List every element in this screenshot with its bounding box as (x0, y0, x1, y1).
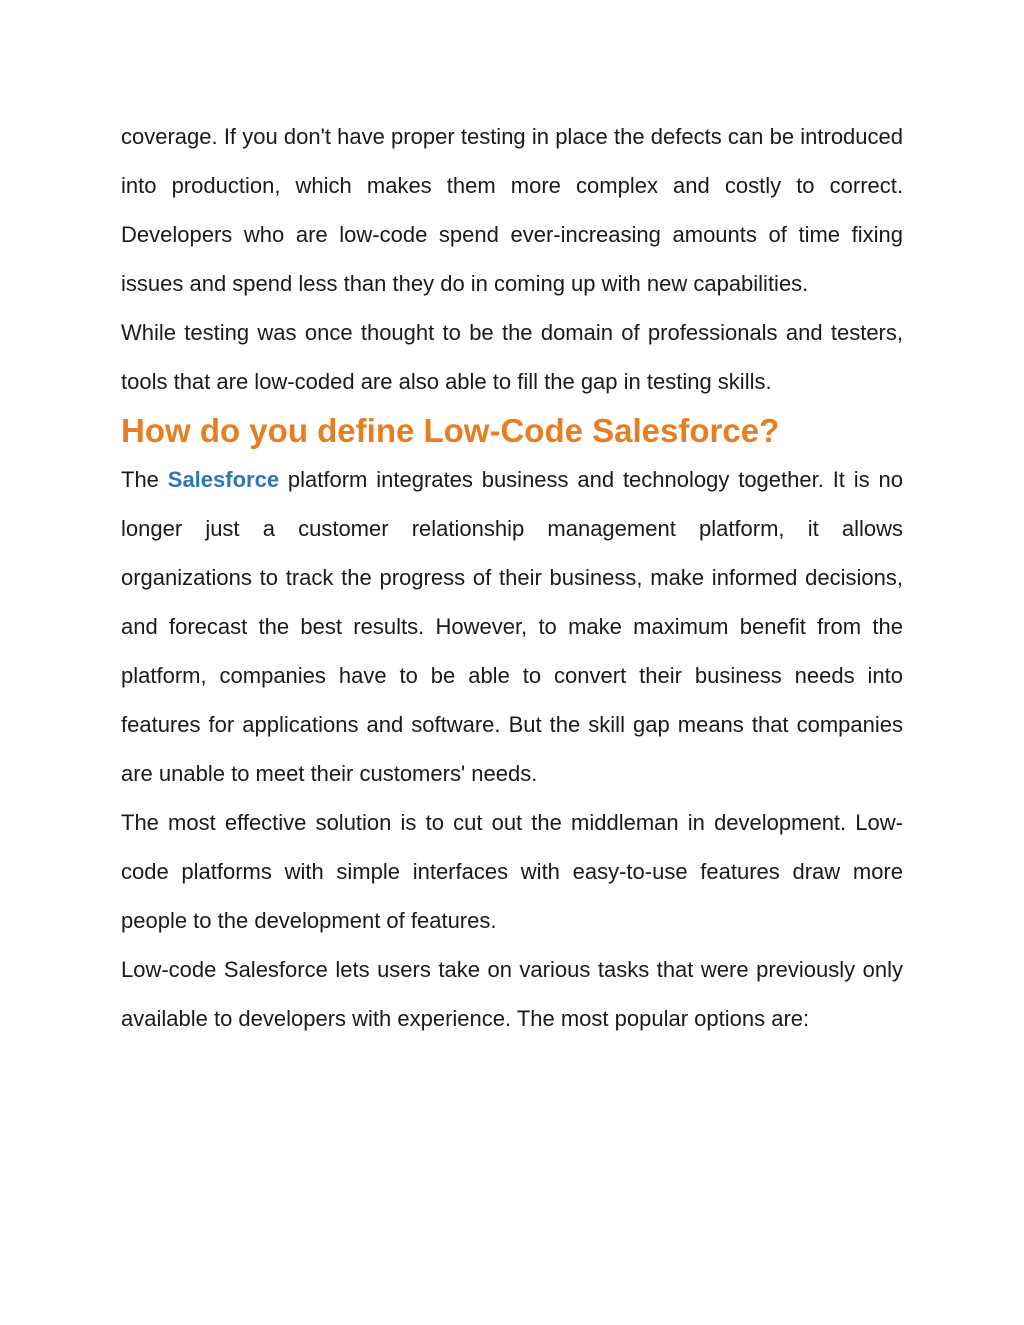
paragraph-solution: The most effective solution is to cut out the middleman in development. Low-code platforms with simple interfaces with easy-to-use features draw more people to the development of features. (121, 810, 903, 933)
paragraph-options: Low-code Salesforce lets users take on various tasks that were previously only available to developers with experience. The most popular options are: (121, 957, 903, 1031)
salesforce-link[interactable]: Salesforce (167, 467, 280, 492)
paragraph-text-before-link: The (121, 467, 168, 492)
paragraph-text-after-link: platform integrates business and technology together. It is no longer just a customer relationship management platform, it allows organizations to track the progress of their business, make informed decisions, and forecast the best results. However, to make maximum benefit from the platform, companies have to be able to convert their business needs into features for applications and software. But the skill gap means that companies are unable to meet their customers' needs. (121, 467, 903, 786)
paragraph-coverage: coverage. If you don't have proper testing in place the defects can be introduced into production, which makes them more complex and costly to correct. Developers who are low-code spend ever-increasing amounts of time fixing issues and spend less than they do in coming up with new capabilities. (121, 124, 903, 296)
paragraph-testing: While testing was once thought to be the domain of professionals and testers, tools that are low-coded are also able to fill the gap in testing skills. (121, 320, 903, 394)
paragraph-salesforce (121, 455, 903, 798)
document-page (121, 112, 903, 1043)
section-heading: How do you define Low-Code Salesforce? (121, 412, 780, 449)
